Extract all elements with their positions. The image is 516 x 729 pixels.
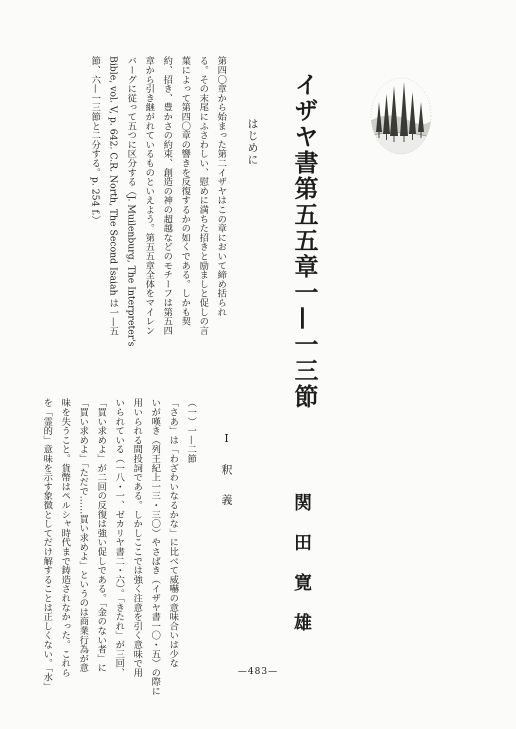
body-line: 「さあ」は「わざわいなるかな」に比べて威嚇の意味合いは少な bbox=[167, 398, 179, 668]
intro-line: 章から引き継がれているものといえよう。第五五章全体をマイレン bbox=[143, 56, 155, 335]
body-line: 味を失うこと。貨幣はペルシャ時代まで鋳造されなかった。これら bbox=[59, 398, 71, 677]
article-title: イザヤ書第五五章一—一三節 bbox=[290, 72, 319, 410]
body-line: いが嘆き（列王紀上一三・三〇）やさばき（イザヤ書一〇・五）の際に bbox=[149, 398, 161, 696]
body-line: いられている（一八・一、ゼカリヤ書二・六）。「きたれ」が三回、 bbox=[113, 398, 125, 677]
body-line: 「買い求めよ」が二回の反復は強い促しである。「金のない者」に bbox=[95, 398, 107, 673]
intro-line: る。その末尾にふさわしい、慰めに満ちた招きと励ましと促しの言 bbox=[197, 56, 209, 335]
intro-line: 節、六—一三節と二分する。p. 254 f.） bbox=[89, 56, 101, 225]
page-number: —483— bbox=[237, 667, 279, 677]
body-line: 「買い求めよ」「ただで……買い求めよ」というのは商業行為が意 bbox=[77, 398, 89, 673]
intro-line: バーグに従って五つに区分する（J. Muilenburg, The Interpreter's bbox=[125, 56, 137, 347]
body-line: 用いられる間投詞である。しかしここでは強く注意を引く意味で用 bbox=[131, 398, 143, 677]
section-subheading: （一）一—二節 bbox=[185, 398, 197, 464]
forest-vignette-illustration bbox=[368, 72, 434, 156]
intro-line: 約、招き、豊かさの約束、創造の神の超越などのモチーフは第五四 bbox=[161, 56, 173, 335]
intro-line: 第四〇章から始まった第二イザヤはこの章において締め括られ bbox=[215, 56, 227, 317]
body-line: を「霊的」意味を示す象徴としてだけ解することは正しくない。「水」 bbox=[41, 398, 53, 691]
author-name: 関田寛雄 bbox=[291, 493, 312, 653]
intro-line: 葉によって第四〇章の響きを反復するかの如くである。しかも契 bbox=[179, 56, 191, 326]
intro-line: Bible, vol. V, p. 642. C.R. North, The Second Isaiah は一—五 bbox=[107, 56, 119, 336]
section-heading: Ⅰ 釈 義 bbox=[220, 432, 233, 509]
intro-heading: はじめに bbox=[246, 118, 259, 166]
